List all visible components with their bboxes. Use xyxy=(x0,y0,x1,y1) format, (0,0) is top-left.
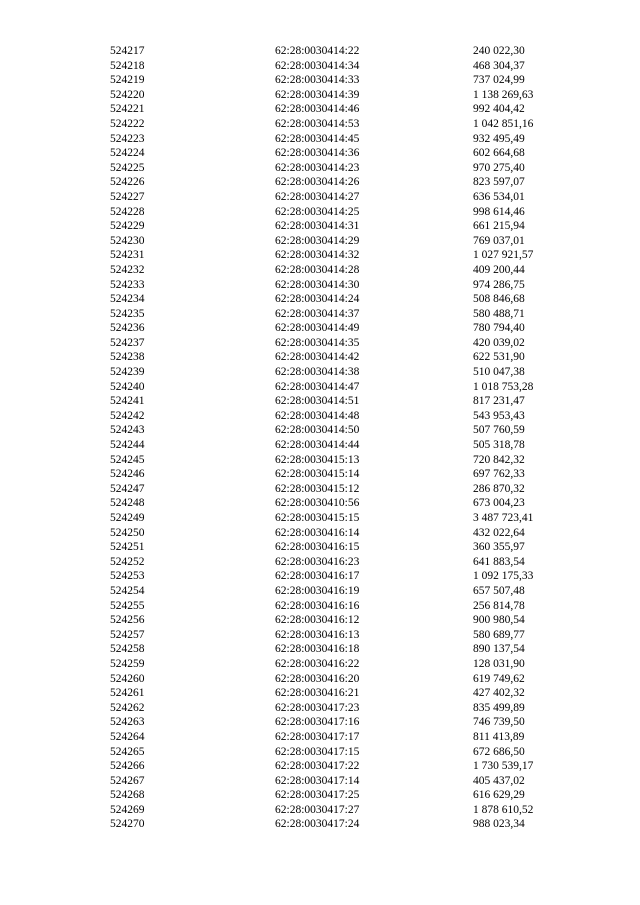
table-row xyxy=(110,175,583,190)
cadastral-value-cell: 543 953,43 xyxy=(473,409,525,422)
cadastral-number-cell: 62:28:0030414:49 xyxy=(275,322,360,335)
table-row xyxy=(110,759,583,774)
table-row xyxy=(110,701,583,716)
table-row xyxy=(110,672,583,687)
table-row xyxy=(110,467,583,482)
cadastral-value-cell: 405 437,02 xyxy=(473,774,525,787)
cadastral-value-cell: 657 507,48 xyxy=(473,584,525,597)
cadastral-value-cell: 697 762,33 xyxy=(473,468,525,481)
cadastral-number-cell: 62:28:0030417:25 xyxy=(275,789,360,802)
cadastral-value-cell: 1 018 753,28 xyxy=(473,380,534,393)
cadastral-value-cell: 673 004,23 xyxy=(473,497,525,510)
row-id-cell: 524220 xyxy=(110,88,145,101)
table-row xyxy=(110,555,583,570)
row-id-cell: 524243 xyxy=(110,424,145,437)
table-row xyxy=(110,774,583,789)
cadastral-number-cell: 62:28:0030414:48 xyxy=(275,409,360,422)
table-row xyxy=(110,307,583,322)
cadastral-value-cell: 1 730 539,17 xyxy=(473,760,534,773)
table-row xyxy=(110,146,583,161)
cadastral-value-cell: 641 883,54 xyxy=(473,555,525,568)
cadastral-value-cell: 672 686,50 xyxy=(473,745,525,758)
row-id-cell: 524250 xyxy=(110,526,145,539)
cadastral-value-cell: 900 980,54 xyxy=(473,614,525,627)
cadastral-value-cell: 1 027 921,57 xyxy=(473,249,534,262)
cadastral-value-cell: 811 413,89 xyxy=(473,730,525,743)
row-id-cell: 524247 xyxy=(110,482,145,495)
cadastral-number-cell: 62:28:0030414:27 xyxy=(275,190,360,203)
cadastral-value-cell: 992 404,42 xyxy=(473,103,525,116)
cadastral-value-cell: 3 487 723,41 xyxy=(473,512,534,524)
table-row xyxy=(110,336,583,351)
row-id-cell: 524249 xyxy=(110,512,145,524)
cadastral-value-cell: 720 842,32 xyxy=(473,453,525,466)
table-row xyxy=(110,161,583,176)
table-row xyxy=(110,88,583,103)
cadastral-value-cell: 240 022,30 xyxy=(473,45,525,57)
cadastral-value-cell: 505 318,78 xyxy=(473,439,525,452)
table-row xyxy=(110,423,583,438)
row-id-cell: 524244 xyxy=(110,439,145,452)
table-row xyxy=(110,248,583,263)
cadastral-number-cell: 62:28:0030414:34 xyxy=(275,59,360,72)
cadastral-number-cell: 62:28:0030414:46 xyxy=(275,103,360,116)
cadastral-value-cell: 746 739,50 xyxy=(473,716,525,729)
cadastral-value-cell: 970 275,40 xyxy=(473,161,525,174)
cadastral-number-cell: 62:28:0030417:22 xyxy=(275,760,360,773)
cadastral-value-cell: 636 534,01 xyxy=(473,190,525,203)
cadastral-value-cell: 817 231,47 xyxy=(473,395,525,408)
cadastral-number-cell: 62:28:0030416:21 xyxy=(275,687,360,700)
table-row xyxy=(110,44,583,59)
table-row xyxy=(110,642,583,657)
cadastral-value-cell: 988 023,34 xyxy=(473,818,525,831)
table-row xyxy=(110,73,583,88)
cadastral-number-cell: 62:28:0030414:35 xyxy=(275,336,360,349)
cadastral-value-cell: 1 042 851,16 xyxy=(473,117,534,130)
cadastral-number-cell: 62:28:0030417:27 xyxy=(275,803,360,816)
table-row xyxy=(110,190,583,205)
cadastral-number-cell: 62:28:0030415:12 xyxy=(275,482,360,495)
table-row xyxy=(110,380,583,395)
row-id-cell: 524219 xyxy=(110,74,145,87)
cadastral-value-cell: 622 531,90 xyxy=(473,351,525,364)
row-id-cell: 524235 xyxy=(110,307,145,320)
cadastral-number-cell: 62:28:0030417:24 xyxy=(275,818,360,831)
table-row xyxy=(110,292,583,307)
table-row xyxy=(110,745,583,760)
row-id-cell: 524227 xyxy=(110,190,145,203)
row-id-cell: 524259 xyxy=(110,657,145,670)
cadastral-value-cell: 468 304,37 xyxy=(473,59,525,72)
table-row xyxy=(110,59,583,74)
row-id-cell: 524238 xyxy=(110,351,145,364)
cadastral-number-cell: 62:28:0030417:14 xyxy=(275,774,360,787)
cadastral-number-cell: 62:28:0030416:18 xyxy=(275,643,360,656)
cadastral-number-cell: 62:28:0030416:16 xyxy=(275,599,360,612)
row-id-cell: 524226 xyxy=(110,176,145,189)
cadastral-value-cell: 780 794,40 xyxy=(473,322,525,335)
row-id-cell: 524229 xyxy=(110,220,145,233)
cadastral-value-cell: 508 846,68 xyxy=(473,293,525,306)
table-row xyxy=(110,511,583,526)
table-row xyxy=(110,278,583,293)
cadastral-number-cell: 62:28:0030415:13 xyxy=(275,453,360,466)
cadastral-value-cell: 1 878 610,52 xyxy=(473,803,534,816)
table-row xyxy=(110,803,583,818)
cadastral-value-cell: 510 047,38 xyxy=(473,366,525,379)
table-row xyxy=(110,526,583,541)
row-id-cell: 524241 xyxy=(110,395,145,408)
cadastral-value-cell: 580 488,71 xyxy=(473,307,525,320)
cadastral-value-cell: 409 200,44 xyxy=(473,263,525,276)
table-row xyxy=(110,365,583,380)
row-id-cell: 524255 xyxy=(110,599,145,612)
table-row xyxy=(110,730,583,745)
cadastral-number-cell: 62:28:0030416:23 xyxy=(275,555,360,568)
cadastral-value-cell: 616 629,29 xyxy=(473,789,525,802)
row-id-cell: 524264 xyxy=(110,730,145,743)
cadastral-number-cell: 62:28:0030414:22 xyxy=(275,45,360,57)
row-id-cell: 524266 xyxy=(110,760,145,773)
row-id-cell: 524260 xyxy=(110,672,145,685)
cadastral-number-cell: 62:28:0030415:14 xyxy=(275,468,360,481)
table-row xyxy=(110,613,583,628)
row-id-cell: 524232 xyxy=(110,263,145,276)
row-id-cell: 524268 xyxy=(110,789,145,802)
cadastral-number-cell: 62:28:0030414:32 xyxy=(275,249,360,262)
table-row xyxy=(110,540,583,555)
cadastral-value-cell: 1 092 175,33 xyxy=(473,570,534,583)
row-id-cell: 524242 xyxy=(110,409,145,422)
cadastral-number-cell: 62:28:0030414:33 xyxy=(275,74,360,87)
row-id-cell: 524234 xyxy=(110,293,145,306)
cadastral-number-cell: 62:28:0030414:39 xyxy=(275,88,360,101)
row-id-cell: 524218 xyxy=(110,59,145,72)
cadastral-value-cell: 128 031,90 xyxy=(473,657,525,670)
cadastral-value-cell: 256 814,78 xyxy=(473,599,525,612)
table-row xyxy=(110,569,583,584)
cadastral-number-cell: 62:28:0030416:15 xyxy=(275,541,360,554)
cadastral-number-cell: 62:28:0030416:17 xyxy=(275,570,360,583)
cadastral-number-cell: 62:28:0030417:15 xyxy=(275,745,360,758)
row-id-cell: 524225 xyxy=(110,161,145,174)
row-id-cell: 524258 xyxy=(110,643,145,656)
cadastral-number-cell: 62:28:0030415:15 xyxy=(275,512,360,524)
row-id-cell: 524231 xyxy=(110,249,145,262)
cadastral-number-cell: 62:28:0030414:24 xyxy=(275,293,360,306)
table-row xyxy=(110,686,583,701)
row-id-cell: 524245 xyxy=(110,453,145,466)
row-id-cell: 524252 xyxy=(110,555,145,568)
cadastral-number-cell: 62:28:0030410:56 xyxy=(275,497,360,510)
table-row xyxy=(110,234,583,249)
table-row xyxy=(110,715,583,730)
cadastral-number-cell: 62:28:0030414:45 xyxy=(275,132,360,145)
table-row xyxy=(110,599,583,614)
row-id-cell: 524256 xyxy=(110,614,145,627)
row-id-cell: 524253 xyxy=(110,570,145,583)
cadastral-value-cell: 890 137,54 xyxy=(473,643,525,656)
table-row xyxy=(110,132,583,147)
cadastral-value-cell: 932 495,49 xyxy=(473,132,525,145)
cadastral-number-cell: 62:28:0030416:19 xyxy=(275,584,360,597)
cadastral-value-cell: 432 022,64 xyxy=(473,526,525,539)
row-id-cell: 524251 xyxy=(110,541,145,554)
row-id-cell: 524269 xyxy=(110,803,145,816)
row-id-cell: 524262 xyxy=(110,701,145,714)
row-id-cell: 524228 xyxy=(110,205,145,218)
cadastral-number-cell: 62:28:0030416:22 xyxy=(275,657,360,670)
cadastral-number-cell: 62:28:0030414:29 xyxy=(275,234,360,247)
cadastral-value-cell: 769 037,01 xyxy=(473,234,525,247)
table-row xyxy=(110,482,583,497)
row-id-cell: 524263 xyxy=(110,716,145,729)
row-id-cell: 524261 xyxy=(110,687,145,700)
cadastral-number-cell: 62:28:0030414:47 xyxy=(275,380,360,393)
row-id-cell: 524230 xyxy=(110,234,145,247)
row-id-cell: 524217 xyxy=(110,45,145,57)
table-row xyxy=(110,102,583,117)
table-row xyxy=(110,496,583,511)
row-id-cell: 524222 xyxy=(110,117,145,130)
cadastral-number-cell: 62:28:0030416:13 xyxy=(275,628,360,641)
cadastral-value-cell: 360 355,97 xyxy=(473,541,525,554)
cadastral-number-cell: 62:28:0030414:36 xyxy=(275,147,360,160)
table-row xyxy=(110,788,583,803)
row-id-cell: 524237 xyxy=(110,336,145,349)
cadastral-value-cell: 286 870,32 xyxy=(473,482,525,495)
table-row xyxy=(110,438,583,453)
row-id-cell: 524248 xyxy=(110,497,145,510)
cadastral-value-cell: 420 039,02 xyxy=(473,336,525,349)
table-row xyxy=(110,453,583,468)
cadastral-value-cell: 998 614,46 xyxy=(473,205,525,218)
cadastral-value-cell: 580 689,77 xyxy=(473,628,525,641)
cadastral-number-cell: 62:28:0030416:12 xyxy=(275,614,360,627)
cadastral-number-cell: 62:28:0030417:16 xyxy=(275,716,360,729)
cadastral-value-cell: 619 749,62 xyxy=(473,672,525,685)
table-row xyxy=(110,350,583,365)
cadastral-number-cell: 62:28:0030414:23 xyxy=(275,161,360,174)
cadastral-number-cell: 62:28:0030414:31 xyxy=(275,220,360,233)
cadastral-number-cell: 62:28:0030414:42 xyxy=(275,351,360,364)
cadastral-number-cell: 62:28:0030414:50 xyxy=(275,424,360,437)
cadastral-number-cell: 62:28:0030414:26 xyxy=(275,176,360,189)
cadastral-number-cell: 62:28:0030414:53 xyxy=(275,117,360,130)
table-row xyxy=(110,817,583,832)
cadastral-value-cell: 835 499,89 xyxy=(473,701,525,714)
table-row xyxy=(110,657,583,672)
table-row xyxy=(110,263,583,278)
table-row xyxy=(110,219,583,234)
cadastral-value-cell: 823 597,07 xyxy=(473,176,525,189)
cadastral-number-cell: 62:28:0030417:23 xyxy=(275,701,360,714)
cadastral-value-cell: 661 215,94 xyxy=(473,220,525,233)
table-row xyxy=(110,321,583,336)
cadastral-value-cell: 1 138 269,63 xyxy=(473,88,534,101)
row-id-cell: 524270 xyxy=(110,818,145,831)
cadastral-number-cell: 62:28:0030414:51 xyxy=(275,395,360,408)
cadastral-number-cell: 62:28:0030414:38 xyxy=(275,366,360,379)
row-id-cell: 524254 xyxy=(110,584,145,597)
cadastral-number-cell: 62:28:0030416:14 xyxy=(275,526,360,539)
cadastral-value-cell: 974 286,75 xyxy=(473,278,525,291)
cadastral-number-cell: 62:28:0030416:20 xyxy=(275,672,360,685)
row-id-cell: 524257 xyxy=(110,628,145,641)
row-id-cell: 524239 xyxy=(110,366,145,379)
table-body xyxy=(110,44,583,832)
row-id-cell: 524267 xyxy=(110,774,145,787)
row-id-cell: 524221 xyxy=(110,103,145,116)
row-id-cell: 524233 xyxy=(110,278,145,291)
cadastral-value-cell: 427 402,32 xyxy=(473,687,525,700)
cadastral-number-cell: 62:28:0030414:37 xyxy=(275,307,360,320)
row-id-cell: 524224 xyxy=(110,147,145,160)
table-row xyxy=(110,117,583,132)
row-id-cell: 524265 xyxy=(110,745,145,758)
table-row xyxy=(110,409,583,424)
cadastral-value-table xyxy=(110,44,583,832)
table-row xyxy=(110,205,583,220)
cadastral-number-cell: 62:28:0030414:44 xyxy=(275,439,360,452)
table-row xyxy=(110,584,583,599)
cadastral-value-cell: 737 024,99 xyxy=(473,74,525,87)
cadastral-value-cell: 602 664,68 xyxy=(473,147,525,160)
cadastral-value-cell: 507 760,59 xyxy=(473,424,525,437)
cadastral-number-cell: 62:28:0030414:25 xyxy=(275,205,360,218)
row-id-cell: 524240 xyxy=(110,380,145,393)
table-row xyxy=(110,394,583,409)
row-id-cell: 524236 xyxy=(110,322,145,335)
table-row xyxy=(110,628,583,643)
cadastral-number-cell: 62:28:0030417:17 xyxy=(275,730,360,743)
cadastral-number-cell: 62:28:0030414:30 xyxy=(275,278,360,291)
row-id-cell: 524246 xyxy=(110,468,145,481)
row-id-cell: 524223 xyxy=(110,132,145,145)
cadastral-number-cell: 62:28:0030414:28 xyxy=(275,263,360,276)
